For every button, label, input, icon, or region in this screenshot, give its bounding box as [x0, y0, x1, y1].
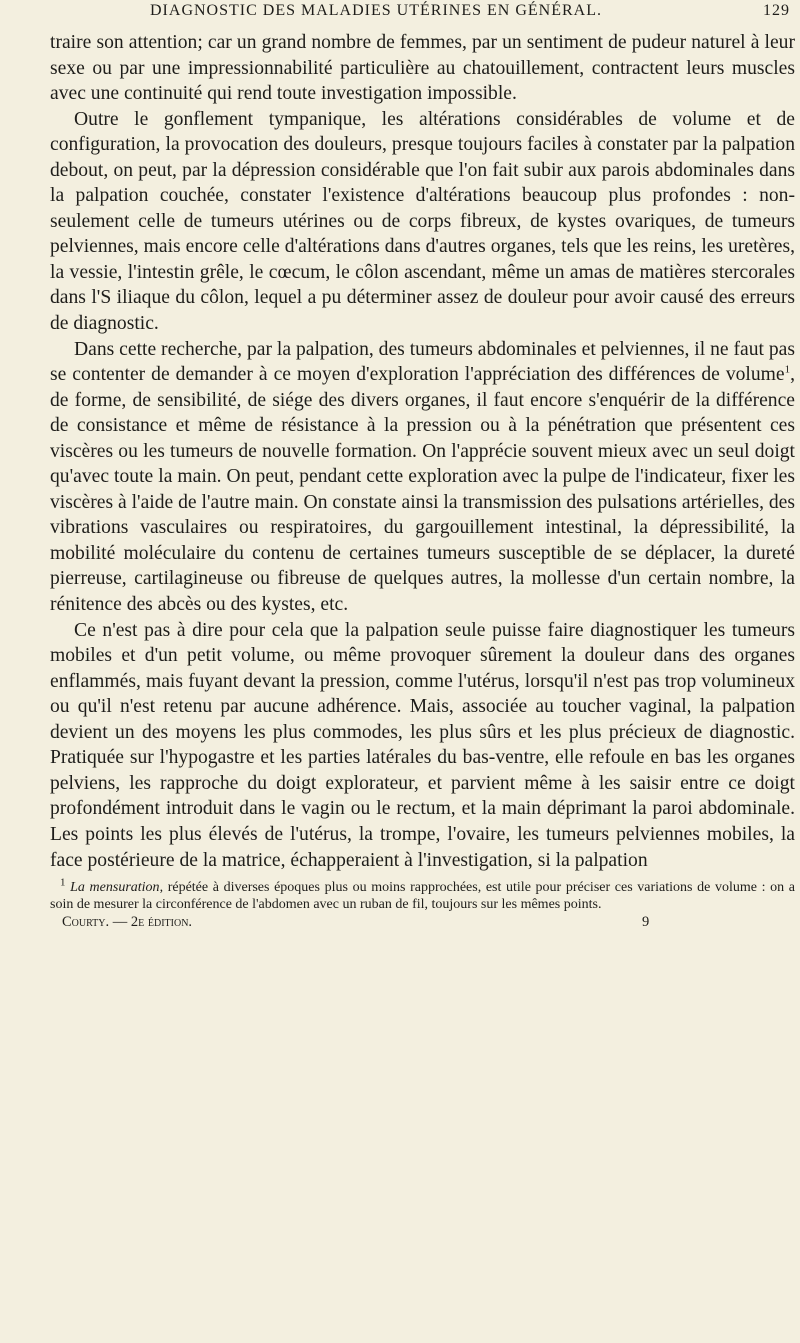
paragraph-3-text-b: , de forme, de sensibilité, de siége des divers organes, il faut encore s'enquérir de la différence de consistance et même de résistance à la pression ou à la pénétration que présentent ces viscères ou les tumeurs de nouvelle formation. On l'apprécie souvent mieux avec un seul doigt qu'avec toute la main. On peut, pendant cette exploration avec la pulpe de l'indicateur, fixer les viscères à l'aide de l'autre main. On constate ainsi la transmission des pulsations artérielles, des vibrations vasculaires ou respiratoires, du gargouillement intestinal, la dépressibilité, la mobilité moléculaire du contenu de certaines tumeurs susceptible de se déplacer, la dureté pierreuse, cartilagineuse ou fibreuse de quelques autres, la mollesse d'un certain nombre, la rénitence des abcès ou des kystes, etc.: [50, 364, 795, 616]
paragraph-1: traire son attention; car un grand nombre de femmes, par un sentiment de pudeur naturel à leur sexe ou par une impressionnabilité particulière au chatouillement, contractent leurs muscles avec une continuité qui rend toute investigation impossible.: [50, 32, 795, 105]
author-edition: Courty. — 2e édition.: [62, 914, 193, 931]
footnote-reference[interactable]: 1: [784, 363, 791, 376]
footnote-area: [50, 876, 795, 913]
footnote-text: , répétée à diverses époques plus ou moins rapprochées, est utile pour préciser ces variations de volume : on a soin de mesurer la circonférence de l'abdomen avec un ruban de fil, toujours sur les mêmes points.: [50, 880, 795, 913]
footnote-marker: 1: [60, 876, 66, 889]
page-header: [150, 2, 790, 28]
body-text: [50, 30, 795, 933]
paragraph-2: Outre le gonflement tympanique, les altérations considérables de volume et de configuration, la provocation des douleurs, presque toujours faciles à constater par la palpation debout, on peut, par la dépression considérable que l'on fait subir aux parois abdominales dans la palpation couchée, constater l'existence d'altérations beaucoup plus profondes : non-seulement celle de tumeurs utérines ou de corps fibreux, de kystes ovariques, de tumeurs pelviennes, mais encore celle d'altérations dans d'autres organes, tels que les reins, les uretères, la vessie, l'intestin grêle, le cœcum, le côlon ascendant, même un amas de matières stercorales dans l'S iliaque du côlon, lequel a pu déterminer assez de douleur pour avoir causé des erreurs de diagnostic.: [50, 108, 795, 335]
footnote-term: La mensuration: [70, 880, 160, 896]
page-number: 129: [763, 2, 790, 19]
paragraph-4: Ce n'est pas à dire pour cela que la palpation seule puisse faire diagnostiquer les tumeurs mobiles et d'un petit volume, ou même provoquer sûrement la douleur dans des organes enflammés, mais fuyant devant la pression, comme l'utérus, lorsqu'il n'est pas trop volumineux ou qu'il n'est retenu par aucune adhérence. Mais, associée au toucher vaginal, la palpation devient un des moyens les plus commodes, les plus sûrs et les plus précieux de diagnostic. Pratiquée sur l'hypogastre et les parties latérales du bas-ventre, elle refoule en bas les organes pelviens, les rapproche du doigt explorateur, et parvient même à les saisir entre ce doigt profondément introduit dans le vagin ou le rectum, et la main déprimant la paroi abdominale. Les points les plus élevés de l'utérus, la trompe, l'ovaire, les tumeurs pelviennes mobiles, la face postérieure de la matrice, échapperaient à l'investigation, si la palpation: [50, 619, 795, 871]
running-title: DIAGNOSTIC DES MALADIES UTÉRINES EN GÉNÉRAL.: [150, 2, 602, 19]
paragraph-3-text-a: Dans cette recherche, par la palpation, des tumeurs abdominales et pelviennes, il ne faut pas se contenter de demander à ce moyen d'exploration l'appréciation des différences de volume: [50, 338, 795, 386]
paragraph-3: [50, 337, 795, 618]
signature-line: [50, 913, 795, 933]
footnote: [50, 876, 795, 913]
sheet-signature: 9: [642, 914, 650, 931]
